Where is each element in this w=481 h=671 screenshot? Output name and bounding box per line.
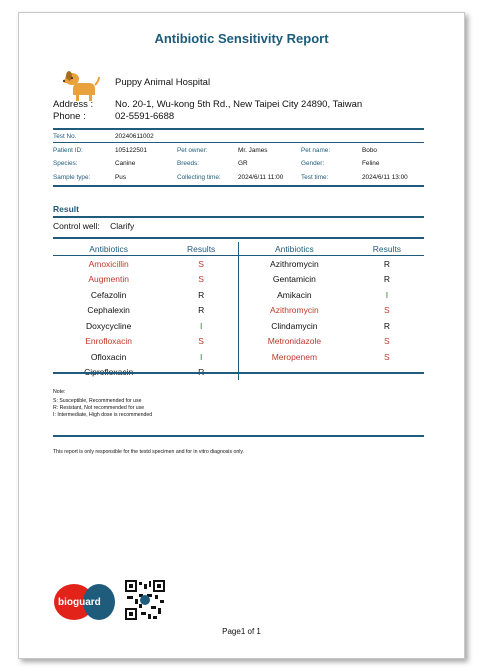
antibiotic-name: Metronidazole <box>267 336 322 347</box>
patient-id-label: Patient ID: <box>53 147 83 154</box>
antibiotic-result: R <box>164 287 238 303</box>
report-title: Antibiotic Sensitivity Report <box>154 31 329 46</box>
page-number: Page1 of 1 <box>222 627 261 636</box>
note-i: I: Intermediate, High dose is recommended <box>53 412 153 418</box>
col-antibiotics-left: Antibiotics <box>53 242 164 256</box>
species-value: Canine <box>115 160 136 167</box>
antibiotic-name: Azithromycin <box>270 305 319 316</box>
antibiotic-name: Ofloxacin <box>90 351 127 362</box>
note-divider <box>53 435 424 437</box>
test-time-label: Test time: <box>301 174 329 181</box>
antibiotic-result: R <box>383 274 390 285</box>
header-divider <box>53 128 424 130</box>
antibiotic-result: R <box>164 303 238 319</box>
gender-label: Gender: <box>301 160 325 167</box>
sample-type-value: Pus <box>115 174 127 181</box>
table-row <box>53 318 424 334</box>
control-well-value: Clarify <box>110 221 135 231</box>
antibiotic-result: R <box>383 258 390 269</box>
pet-name-value: Bobo <box>362 147 377 154</box>
collecting-time-label: Collecting time: <box>177 174 221 181</box>
hospital-name: Puppy Animal Hospital <box>115 77 211 88</box>
antibiotic-result: S <box>164 272 238 288</box>
antibiotic-result: S <box>384 305 390 316</box>
table-row <box>53 349 424 365</box>
pet-owner-label: Pet owner: <box>177 147 208 154</box>
antibiotic-name: Doxycycline <box>85 320 132 331</box>
table-row <box>53 334 424 350</box>
antibiotic-name: Amoxicillin <box>88 258 129 269</box>
report-page <box>18 12 465 659</box>
table-bottom-rule <box>53 372 424 374</box>
table-row <box>53 303 424 319</box>
control-well <box>53 221 134 231</box>
phone-label: Phone : <box>53 111 86 122</box>
table-row <box>53 287 424 303</box>
table-row <box>53 272 424 288</box>
col-results-left: Results <box>164 242 238 256</box>
address-label: Address : <box>53 99 94 110</box>
breeds-label: Breeds: <box>177 160 200 167</box>
antibiotic-name: Amikacin <box>277 289 312 300</box>
species-label: Species: <box>53 160 78 167</box>
pet-name-label: Pet name: <box>301 147 331 154</box>
table-top-rule <box>53 237 424 239</box>
collecting-time-value: 2024/6/11 11:00 <box>238 174 284 181</box>
address-value: No. 20-1, Wu-kong 5th Rd., New Taipei City 24890, Taiwan <box>115 99 363 110</box>
table-header-row <box>53 242 424 256</box>
test-no-label: Test No. <box>53 133 77 140</box>
col-antibiotics-right: Antibiotics <box>238 242 349 256</box>
test-time-value: 2024/6/11 13:00 <box>362 174 408 181</box>
breeds-value: GR <box>238 160 248 167</box>
antibiotic-name: Cephalexin <box>87 305 130 316</box>
antibiotic-name: Azithromycin <box>270 258 319 269</box>
table-row <box>53 256 424 272</box>
pet-owner-value: Mr. James <box>238 147 268 154</box>
antibiotic-result: I <box>164 349 238 365</box>
antibiotic-result: R <box>383 320 390 331</box>
col-results-right: Results <box>350 242 424 256</box>
antibiotic-name: Augmentin <box>88 274 129 285</box>
note-heading: Note: <box>53 389 66 395</box>
antibiotic-result: I <box>385 289 389 300</box>
antibiotic-result: S <box>164 334 238 350</box>
note-r: R: Resistant, Not recommended for use <box>53 405 145 411</box>
antibiotic-result: I <box>164 318 238 334</box>
info-bottom-divider <box>53 185 424 187</box>
info-divider <box>53 142 424 143</box>
antibiotic-result: S <box>384 351 390 362</box>
antibiotic-name: Gentamicin <box>272 274 316 285</box>
test-no-value: 20240611002 <box>115 133 154 140</box>
result-divider <box>53 216 424 218</box>
antibiotic-name: Clindamycin <box>271 320 318 331</box>
bioguard-logo <box>53 581 115 621</box>
qr-code <box>125 580 165 620</box>
sample-type-label: Sample type: <box>53 174 91 181</box>
disclaimer: This report is only responsible for the testd specimen and for in vitro diagnosis only. <box>53 449 245 455</box>
patient-id-value: 105122501 <box>115 147 147 154</box>
antibiotic-name: Meropenem <box>271 351 318 362</box>
phone-value: 02-5591-6688 <box>115 111 175 122</box>
antibiotic-result: S <box>384 336 390 347</box>
antibiotic-result: S <box>164 256 238 272</box>
logo-text: bioguard <box>58 597 101 608</box>
result-heading: Result <box>53 204 79 214</box>
control-well-label: Control well: <box>53 221 100 231</box>
gender-value: Feline <box>362 160 380 167</box>
note-s: S: Susceptible, Recommended for use <box>53 398 142 404</box>
antibiotic-name: Cefazolin <box>90 289 127 300</box>
antibiotic-name: Enrofloxacin <box>85 336 133 347</box>
antibiotics-table <box>53 242 424 380</box>
